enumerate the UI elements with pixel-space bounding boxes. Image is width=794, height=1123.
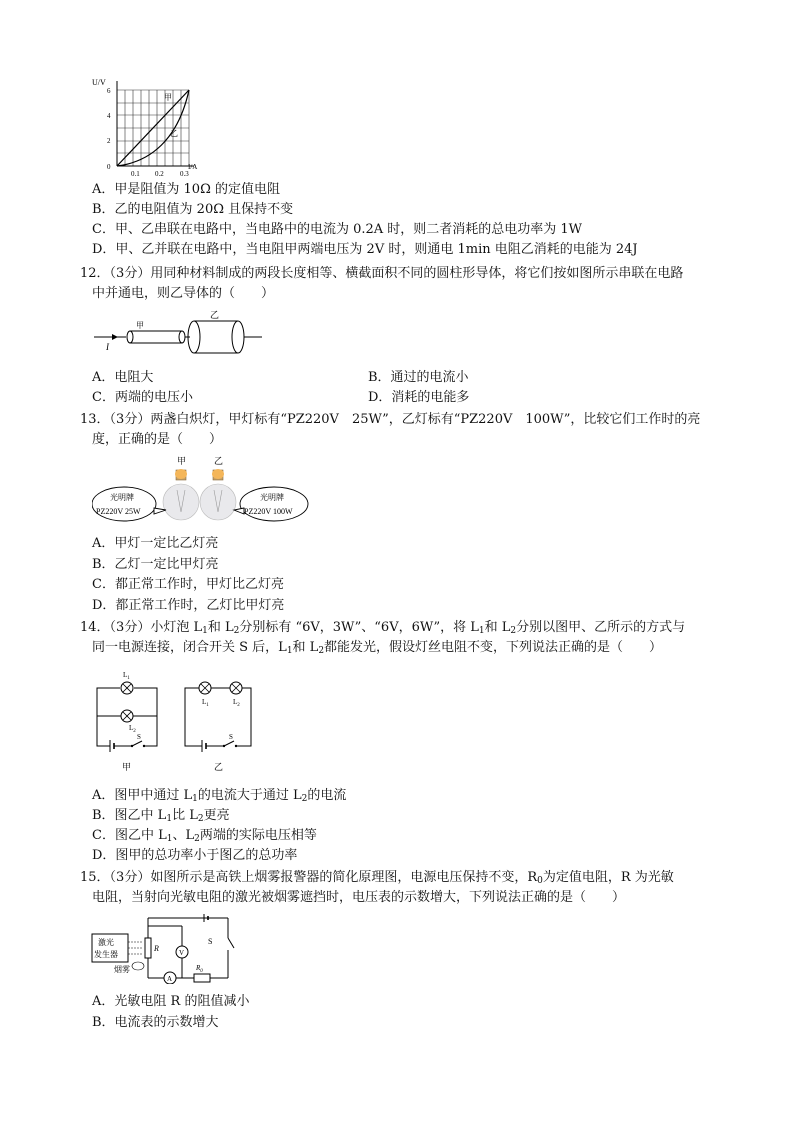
svg-text:6: 6 xyxy=(107,87,111,95)
svg-text:0: 0 xyxy=(107,163,111,171)
svg-text:S: S xyxy=(137,733,141,741)
svg-text:2: 2 xyxy=(107,137,111,145)
svg-text:S: S xyxy=(229,733,233,741)
svg-text:0.2: 0.2 xyxy=(155,170,164,178)
svg-text:激光: 激光 xyxy=(98,938,114,947)
q15-stem-line1: 15．（3分）如图所示是高铁上烟雾报警器的简化原理图，电源电压保持不变，$R_0$为定值电阻，R 为光敏 xyxy=(80,870,674,886)
q11-option-a: A．甲是阻值为 10Ω 的定值电阻 xyxy=(92,182,280,197)
svg-text:乙: 乙 xyxy=(170,129,178,138)
svg-text:甲: 甲 xyxy=(136,321,144,330)
q14-stem-line2: 同一电源连接，闭合开关 S 后，$L_1$和 $L_2$都能发光，假设灯丝电阻不变，下列说法正确的是（ ） xyxy=(92,640,663,656)
q14-option-d: D．图甲的总功率小于图乙的总功率 xyxy=(92,848,298,863)
svg-text:A: A xyxy=(167,975,173,983)
svg-text:甲: 甲 xyxy=(177,456,187,466)
svg-text:光明牌: 光明牌 xyxy=(260,493,284,502)
q15-stem-line2: 电阻，当射向光敏电阻的激光被烟雾遮挡时，电压表的示数增大，下列说法正确的是（ ） xyxy=(92,890,626,905)
svg-text:L2: $L_2$ xyxy=(129,724,136,734)
svg-text:L1: $L_1$ xyxy=(123,671,130,681)
q12-option-a: A．电阻大 xyxy=(92,370,154,385)
q14-option-c: C．图乙中 $L_1$、$L_2$两端的实际电压相等 xyxy=(92,828,317,844)
svg-text:4: 4 xyxy=(107,112,111,120)
svg-text:乙: 乙 xyxy=(210,310,220,320)
q12-stem-line1: 12．（3分）用同种材料制成的两段长度相等、横截面积不同的圆柱形导体，将它们按如图所示串联在电路 xyxy=(80,266,684,281)
q11-option-b: B．乙的电阻值为 20Ω 且保持不变 xyxy=(92,202,294,217)
svg-text:V: V xyxy=(179,949,185,957)
q12-option-d: D．消耗的电能多 xyxy=(368,390,470,405)
q13-option-a: A．甲灯一定比乙灯亮 xyxy=(92,536,219,551)
q14-stem-line1: 14．（3分）小灯泡 $L_1$和 $L_2$分别标有 “6V，3W”、“6V，6W”，将 $L_1$和 $L_2$分别以图甲、乙所示的方式与 xyxy=(80,620,686,636)
svg-text:L1: $L_1$ xyxy=(202,698,209,708)
svg-text:S: S xyxy=(208,937,213,946)
q11-option-c: C．甲、乙串联在电路中，当电路中的电流为 0.2A 时，则二者消耗的总电功率为 1W xyxy=(92,222,583,237)
svg-text:PZ220V 100W: PZ220V 100W xyxy=(244,507,293,516)
svg-text:甲: 甲 xyxy=(122,762,132,772)
q14-option-b: B．图乙中 $L_1$比 $L_2$更亮 xyxy=(92,808,230,824)
svg-text:乙: 乙 xyxy=(214,456,224,466)
svg-text:烟雾: 烟雾 xyxy=(114,965,130,974)
graph-xlabel: I/A xyxy=(188,163,198,171)
svg-text:0.1: 0.1 xyxy=(131,170,140,178)
q13-stem-line1: 13．（3分）两盏白炽灯，甲灯标有“PZ220V 25W”，乙灯标有“PZ220V 100W”，比较它们工作时的亮 xyxy=(80,412,701,427)
q13-stem-line2: 度，正确的是（ ） xyxy=(92,432,223,447)
q13-option-c: C．都正常工作时，甲灯比乙灯亮 xyxy=(92,577,284,592)
q12-stem-line2: 中并通电，则乙导体的（ ） xyxy=(92,286,275,301)
q15-option-b: B．电流表的示数增大 xyxy=(92,1015,219,1030)
q13-bulb-figure xyxy=(92,452,312,528)
svg-text:0.3: 0.3 xyxy=(180,170,189,178)
svg-text:R0: $R_0$ xyxy=(196,964,203,974)
q13-option-d: D．都正常工作时，乙灯比甲灯亮 xyxy=(92,598,285,613)
q12-conductor-figure xyxy=(90,308,270,358)
svg-text:甲: 甲 xyxy=(164,93,172,102)
svg-text:发生器: 发生器 xyxy=(94,950,118,959)
graph-ylabel: U/V xyxy=(92,78,106,87)
svg-text:I: I xyxy=(106,342,109,352)
svg-text:光明牌: 光明牌 xyxy=(110,493,134,502)
q12-option-b: B．通过的电流小 xyxy=(368,370,469,385)
q12-option-c: C．两端的电压小 xyxy=(92,390,193,405)
svg-text:R: R xyxy=(154,944,159,953)
q11-option-d: D．甲、乙并联在电路中，当电阻甲两端电压为 2V 时，则通电 1min 电阻乙消耗的电能为 24J xyxy=(92,242,638,257)
q13-option-b: B．乙灯一定比甲灯亮 xyxy=(92,557,219,572)
svg-text:L2: $L_2$ xyxy=(233,698,240,708)
svg-text:乙: 乙 xyxy=(214,762,224,772)
q14-circuit-figure xyxy=(92,666,262,776)
q11-ui-graph xyxy=(90,76,200,180)
svg-text:PZ220V 25W: PZ220V 25W xyxy=(96,507,141,516)
q15-option-a: A．光敏电阻 R 的阻值减小 xyxy=(92,994,250,1009)
q15-circuit-figure xyxy=(90,912,240,984)
q14-option-a: A．图甲中通过 $L_1$的电流大于通过 $L_2$的电流 xyxy=(92,788,347,804)
